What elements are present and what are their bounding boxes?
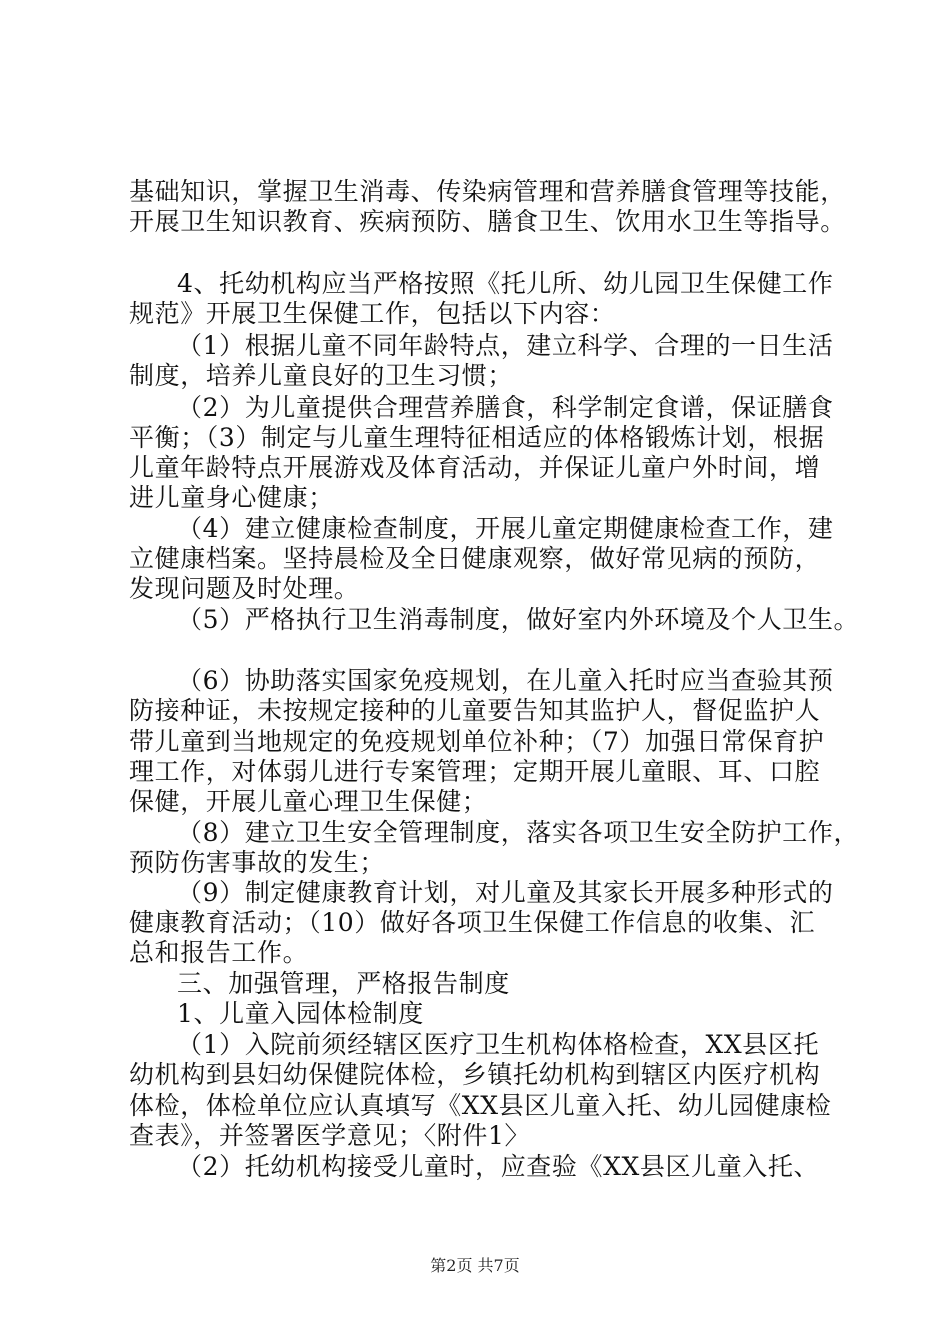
text-line: 总和报告工作。	[129, 938, 309, 967]
subsection-heading: 1、儿童入园体检制度	[177, 999, 424, 1028]
text-line: 4、托幼机构应当严格按照《托儿所、幼儿园卫生保健工作	[177, 269, 834, 298]
text-line: 健康教育活动；（10）做好各项卫生保健工作信息的收集、汇	[129, 908, 816, 937]
text-line: （6）协助落实国家免疫规划，在儿童入托时应当查验其预	[177, 666, 834, 695]
text-line: （8）建立卫生安全管理制度，落实各项卫生安全防护工作，	[177, 818, 860, 847]
text-line: 开展卫生知识教育、疾病预防、膳食卫生、饮用水卫生等指导。	[129, 207, 846, 236]
text-line: （1）入院前须经辖区医疗卫生机构体格检查，XX县区托	[177, 1030, 820, 1059]
page-number-footer: 第2页 共7页	[430, 1256, 520, 1275]
text-line: 进儿童身心健康；	[129, 483, 334, 512]
text-line: 防接种证，未按规定接种的儿童要告知其监护人，督促监护人	[129, 696, 821, 725]
text-line: 带儿童到当地规定的免疫规划单位补种；（7）加强日常保育护	[129, 727, 825, 756]
text-line: 制度，培养儿童良好的卫生习惯；	[129, 361, 514, 390]
text-line: （2）为儿童提供合理营养膳食，科学制定食谱，保证膳食	[177, 393, 834, 422]
text-line: 查表》，并签署医学意见；〈附件1〉	[129, 1121, 531, 1150]
text-line: 体检，体检单位应认真填写《XX县区儿童入托、幼儿园健康检	[129, 1091, 832, 1120]
text-line: 儿童年龄特点开展游戏及体育活动，并保证儿童户外时间，增	[129, 453, 821, 482]
text-line: （2）托幼机构接受儿童时，应查验《XX县区儿童入托、	[177, 1152, 820, 1181]
text-line: 幼机构到县妇幼保健院体检，乡镇托幼机构到辖区内医疗机构	[129, 1060, 821, 1089]
text-line: 预防伤害事故的发生；	[129, 848, 386, 877]
text-line: 立健康档案。坚持晨检及全日健康观察，做好常见病的预防，	[129, 544, 821, 573]
text-line: 基础知识，掌握卫生消毒、传染病管理和营养膳食管理等技能，	[129, 177, 846, 206]
text-line: （5）严格执行卫生消毒制度，做好室内外环境及个人卫生。	[177, 605, 860, 634]
text-line: 规范》开展卫生保健工作，包括以下内容：	[129, 299, 616, 328]
text-line: 发现问题及时处理。	[129, 574, 360, 603]
section-heading: 三、加强管理，严格报告制度	[177, 969, 510, 998]
text-line: 保健，开展儿童心理卫生保健；	[129, 787, 488, 816]
text-line: 理工作，对体弱儿进行专案管理；定期开展儿童眼、耳、口腔	[129, 757, 821, 786]
text-line: 平衡；（3）制定与儿童生理特征相适应的体格锻炼计划，根据	[129, 423, 825, 452]
text-line: （4）建立健康检查制度，开展儿童定期健康检查工作，建	[177, 514, 834, 543]
text-line: （9）制定健康教育计划，对儿童及其家长开展多种形式的	[177, 878, 834, 907]
text-line: （1）根据儿童不同年龄特点，建立科学、合理的一日生活	[177, 331, 834, 360]
